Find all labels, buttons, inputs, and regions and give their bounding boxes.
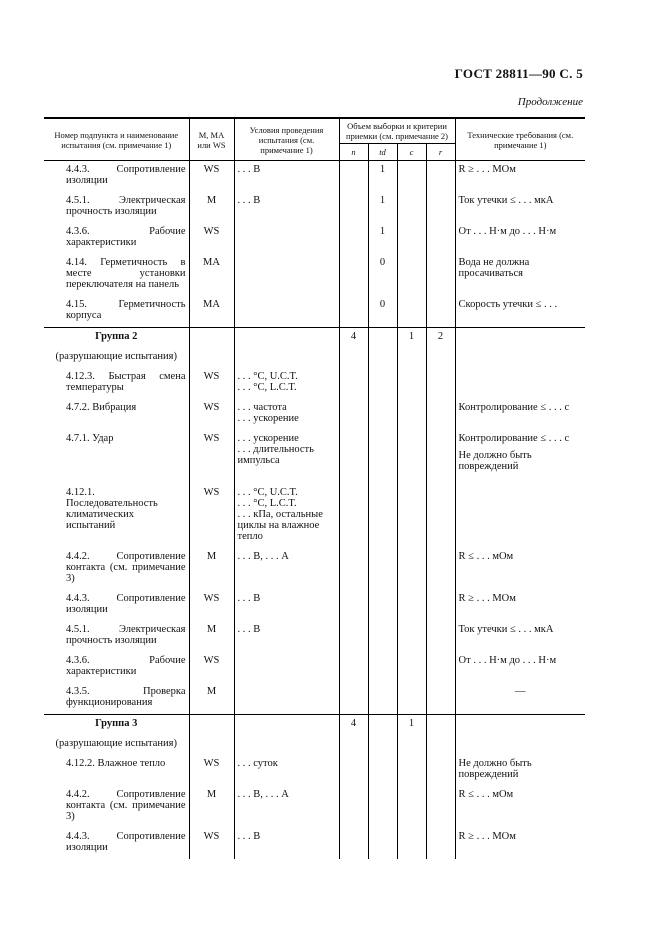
table-row [44,484,585,548]
td-cell [368,399,397,430]
c-cell [397,828,426,859]
c-cell [397,652,426,683]
td-cell [368,755,397,786]
requirements-cell-line: Скорость утечки ≤ . . . [458,299,558,310]
conditions-cell [234,590,339,621]
requirements-cell-line: Не должно быть повреждений [458,450,532,472]
test-name: 4.12.3. Быстрая смена температуры [66,371,186,393]
group-note: (разрушающие испытания) [55,351,177,362]
conditions-cell [234,715,339,736]
requirements-cell-line: R ≤ . . . мОм [458,551,514,562]
n-cell [339,161,368,193]
n-cell [339,296,368,328]
table-row [44,430,585,484]
empty-cell [368,348,397,368]
table-row [44,755,585,786]
td-cell [368,328,397,349]
ma-cell: WS [189,828,234,859]
requirements-cell-line: От . . . Н·м до . . . Н·м [458,655,557,666]
n-cell [339,399,368,430]
td-cell [368,368,397,399]
table-row [44,368,585,399]
ma-cell: M [189,621,234,652]
td-cell [368,430,397,484]
table-row [44,683,585,715]
test-name: 4.4.2. Сопротивление контакта (см. примечание 3) [66,789,186,822]
n-cell [339,683,368,715]
empty-cell [455,735,585,755]
requirements-cell [455,652,585,683]
r-cell [426,430,455,484]
requirements-cell [455,328,585,349]
conditions-cell [234,683,339,715]
empty-cell [339,735,368,755]
c-cell [397,548,426,590]
requirements-cell-line: — [515,686,526,697]
td-cell [368,715,397,736]
r-cell [426,192,455,223]
requirements-cell [455,161,585,193]
n-cell [339,755,368,786]
empty-cell [426,348,455,368]
conditions-cell [234,484,339,548]
conditions-cell [234,161,339,193]
td-cell [368,652,397,683]
r-cell [426,484,455,548]
conditions-cell [234,399,339,430]
requirements-cell [455,484,585,548]
td-cell: 0 [368,254,397,296]
test-name: 4.7.2. Вибрация [66,402,137,413]
col-header-sample: Объем выборки и критерии приемки (см. примечание 2) [339,118,455,144]
ma-cell [189,715,234,736]
r-cell [426,223,455,254]
r-cell: 2 [426,328,455,349]
c-cell [397,430,426,484]
group-row [44,328,585,349]
group-note-row [44,735,585,755]
requirements-cell [455,223,585,254]
col-header-item: Номер подпункта и наименование испытания (см. примечание 1) [44,118,189,161]
requirements-cell-line: Вода не должна просачиваться [458,257,530,279]
ma-cell: WS [189,368,234,399]
c-cell [397,683,426,715]
td-cell [368,484,397,548]
ma-cell: M [189,192,234,223]
test-name: 4.5.1. Электрическая прочность изоляции [66,195,186,217]
ma-cell: WS [189,399,234,430]
requirements-cell [455,399,585,430]
conditions-cell [234,296,339,328]
conditions-cell-line: . . . В [237,831,261,842]
conditions-cell-line: . . . В [237,593,261,604]
group-title: Группа 3 [44,715,189,736]
c-cell [397,368,426,399]
requirements-cell [455,192,585,223]
conditions-cell [234,755,339,786]
n-cell [339,192,368,223]
n-cell [339,828,368,859]
conditions-cell-line: . . . В [237,164,261,175]
col-header-r: r [426,144,455,161]
conditions-cell-line: . . . °С, U.C.T. [237,371,298,382]
test-name: 4.12.2. Влажное тепло [66,758,166,769]
test-table-container [44,117,585,859]
conditions-cell [234,548,339,590]
requirements-cell-line: R ≥ . . . МОм [458,831,516,842]
ma-cell: WS [189,223,234,254]
table-row [44,192,585,223]
n-cell [339,484,368,548]
col-header-conditions: Условия проведения испытания (см. примечание 1) [234,118,339,161]
test-name: 4.4.2. Сопротивление контакта (см. примечание 3) [66,551,186,584]
requirements-cell [455,786,585,828]
r-cell [426,786,455,828]
requirements-cell [455,254,585,296]
r-cell [426,621,455,652]
col-header-requirements: Технические требования (см. примечание 1) [455,118,585,161]
n-cell: 4 [339,328,368,349]
r-cell [426,399,455,430]
r-cell [426,548,455,590]
group-title: Группа 2 [44,328,189,349]
empty-cell [368,735,397,755]
table-row [44,590,585,621]
col-header-n: n [339,144,368,161]
r-cell [426,652,455,683]
test-table [44,117,585,859]
requirements-cell [455,683,585,715]
test-name: 4.3.6. Рабочие характеристики [66,226,186,248]
empty-cell [397,735,426,755]
c-cell [397,192,426,223]
conditions-cell-line: . . . ускорение [237,413,299,424]
ma-cell: M [189,683,234,715]
ma-cell: M [189,548,234,590]
td-cell: 1 [368,192,397,223]
group-note: (разрушающие испытания) [55,738,177,749]
table-row [44,399,585,430]
conditions-cell-line: . . . В [237,195,261,206]
test-name: 4.14. Герметичность в месте установки переключателя на панель [66,257,186,290]
requirements-cell [455,368,585,399]
requirements-cell [455,430,585,484]
td-cell [368,683,397,715]
n-cell [339,548,368,590]
ma-cell: WS [189,430,234,484]
td-cell [368,590,397,621]
test-name: 4.3.5. Проверка функционирования [66,686,186,708]
c-cell: 1 [397,715,426,736]
r-cell [426,755,455,786]
c-cell [397,755,426,786]
c-cell [397,590,426,621]
table-row [44,296,585,328]
conditions-cell-line: . . . В [237,624,261,635]
r-cell [426,683,455,715]
td-cell [368,786,397,828]
conditions-cell-line: . . . частота [237,402,287,413]
td-cell [368,548,397,590]
col-header-td: td [368,144,397,161]
group-note-row [44,348,585,368]
c-cell: 1 [397,328,426,349]
table-row [44,828,585,859]
n-cell [339,652,368,683]
n-cell: 4 [339,715,368,736]
n-cell [339,254,368,296]
td-cell: 1 [368,223,397,254]
ma-cell: WS [189,755,234,786]
c-cell [397,484,426,548]
conditions-cell-line: . . . кПа, остальные циклы на влажное тепло [237,509,323,542]
table-row [44,161,585,193]
conditions-cell [234,621,339,652]
empty-cell [426,735,455,755]
test-name: 4.15. Герметичность корпуса [66,299,186,321]
table-row [44,786,585,828]
r-cell [426,296,455,328]
conditions-cell-line: . . . °С, L.C.T. [237,498,297,509]
empty-cell [339,348,368,368]
r-cell [426,715,455,736]
table-row [44,548,585,590]
requirements-cell [455,621,585,652]
conditions-cell-line: . . . В, . . . А [237,551,289,562]
empty-cell [189,735,234,755]
ma-cell: MA [189,254,234,296]
empty-cell [234,348,339,368]
test-name: 4.3.6. Рабочие характеристики [66,655,186,677]
n-cell [339,786,368,828]
test-name: 4.12.1. Последовательность климатических испытаний [66,487,158,531]
n-cell [339,368,368,399]
r-cell [426,828,455,859]
requirements-cell-line: Не должно быть повреждений [458,758,532,780]
requirements-cell [455,755,585,786]
ma-cell: M [189,786,234,828]
table-row [44,652,585,683]
test-name: 4.7.1. Удар [66,433,114,444]
c-cell [397,296,426,328]
requirements-cell-line: От . . . Н·м до . . . Н·м [458,226,557,237]
requirements-cell-line: R ≥ . . . МОм [458,593,516,604]
conditions-cell [234,223,339,254]
empty-cell [397,348,426,368]
ma-cell: MA [189,296,234,328]
r-cell [426,368,455,399]
conditions-cell-line: . . . длительность импульса [237,444,314,466]
r-cell [426,590,455,621]
table-row [44,223,585,254]
col-header-ma: M, MA или WS [189,118,234,161]
requirements-cell-line: Контролирование ≤ . . . с [458,433,570,444]
ma-cell: WS [189,590,234,621]
td-cell [368,828,397,859]
conditions-cell-line: . . . ускорение [237,433,299,444]
conditions-cell-line: . . . °С, L.C.T. [237,382,297,393]
conditions-cell [234,328,339,349]
test-name: 4.4.3. Сопротивление изоляции [66,593,186,615]
c-cell [397,786,426,828]
requirements-cell-line: R ≤ . . . мОм [458,789,514,800]
r-cell [426,254,455,296]
test-name: 4.4.3. Сопротивление изоляции [66,164,186,186]
conditions-cell-line: . . . суток [237,758,278,769]
table-body [44,161,585,860]
empty-cell [189,348,234,368]
ma-cell: WS [189,161,234,193]
td-cell: 0 [368,296,397,328]
r-cell [426,161,455,193]
requirements-cell [455,296,585,328]
conditions-cell [234,828,339,859]
c-cell [397,161,426,193]
n-cell [339,590,368,621]
c-cell [397,621,426,652]
empty-cell [455,348,585,368]
c-cell [397,223,426,254]
td-cell: 1 [368,161,397,193]
test-name: 4.5.1. Электрическая прочность изоляции [66,624,186,646]
c-cell [397,254,426,296]
ma-cell [189,328,234,349]
requirements-cell [455,828,585,859]
group-row [44,715,585,736]
continuation-label: Продолжение [517,96,583,108]
conditions-cell [234,368,339,399]
conditions-cell-line: . . . °С, U.C.T. [237,487,298,498]
ma-cell: WS [189,652,234,683]
conditions-cell [234,192,339,223]
requirements-cell-line: Ток утечки ≤ . . . мкА [458,195,554,206]
empty-cell [234,735,339,755]
requirements-cell [455,715,585,736]
td-cell [368,621,397,652]
conditions-cell [234,786,339,828]
n-cell [339,223,368,254]
page-header-title: ГОСТ 28811—90 С. 5 [454,66,583,81]
ma-cell: WS [189,484,234,548]
requirements-cell-line: Ток утечки ≤ . . . мкА [458,624,554,635]
requirements-cell [455,590,585,621]
c-cell [397,399,426,430]
table-row [44,254,585,296]
requirements-cell-line: Контролирование ≤ . . . с [458,402,570,413]
conditions-cell-line: . . . В, . . . А [237,789,289,800]
conditions-cell [234,652,339,683]
table-row [44,621,585,652]
requirements-cell [455,548,585,590]
test-name: 4.4.3. Сопротивление изоляции [66,831,186,853]
conditions-cell [234,430,339,484]
requirements-cell-line: R ≥ . . . МОм [458,164,516,175]
n-cell [339,621,368,652]
conditions-cell [234,254,339,296]
n-cell [339,430,368,484]
col-header-c: c [397,144,426,161]
